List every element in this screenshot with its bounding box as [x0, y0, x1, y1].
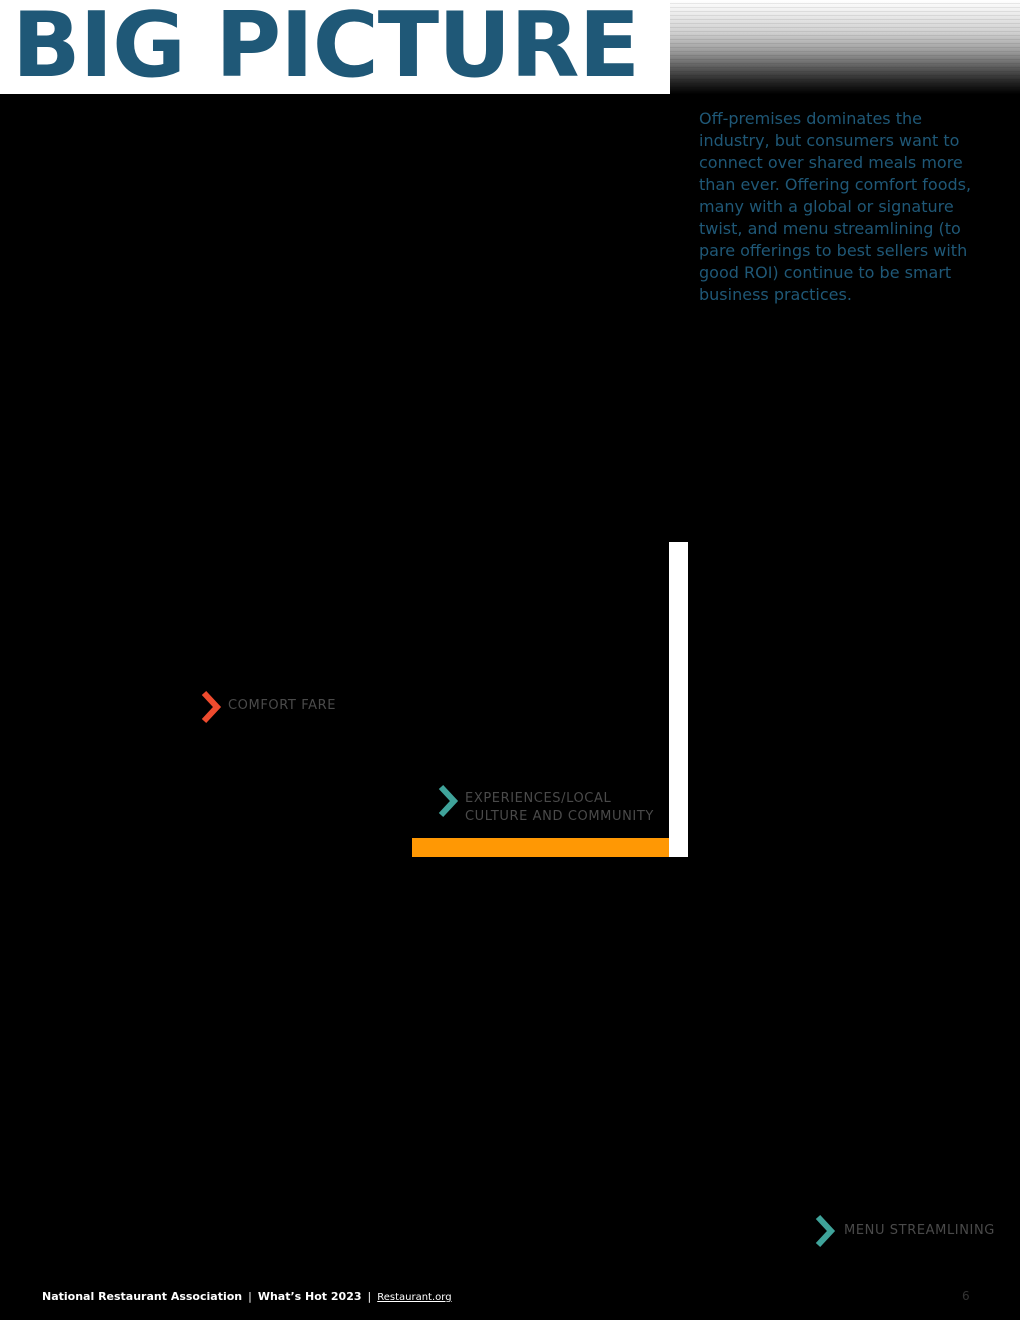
vertical-accent-bar	[669, 542, 688, 857]
footer-org: National Restaurant Association	[42, 1290, 243, 1303]
trend-label-comfort-fare: COMFORT FARE	[228, 698, 337, 713]
chevron-right-icon	[814, 1214, 836, 1248]
footer-link[interactable]: Restaurant.org	[377, 1292, 452, 1303]
footer	[42, 1290, 452, 1303]
footer-divider: |	[367, 1290, 372, 1303]
page-title: BIG PICTURE	[12, 0, 640, 98]
trend-label-menu-streamlining: MENU STREAMLINING	[844, 1223, 995, 1238]
header-banner	[0, 0, 670, 98]
page-number: 6	[962, 1289, 970, 1303]
horizontal-accent-bar	[412, 838, 669, 857]
footer-publication: What’s Hot 2023	[257, 1290, 362, 1303]
trend-label-experiences-line1: EXPERIENCES/LOCAL	[465, 791, 612, 806]
header-gradient-band	[670, 0, 1020, 94]
trend-label-experiences	[465, 790, 654, 826]
intro-paragraph: Off-premises dominates the industry, but consumers want to connect over shared meals more than ever. Offering comfort foods, many with a global or signature twist, and menu streamlining (to pare offerings to best sellers with good ROI) continue to be smart business practices.	[699, 109, 972, 304]
trend-label-experiences-line2: CULTURE AND COMMUNITY	[465, 809, 654, 824]
chevron-right-icon	[200, 690, 222, 724]
footer-divider: |	[248, 1290, 252, 1303]
chevron-right-icon	[437, 784, 459, 818]
